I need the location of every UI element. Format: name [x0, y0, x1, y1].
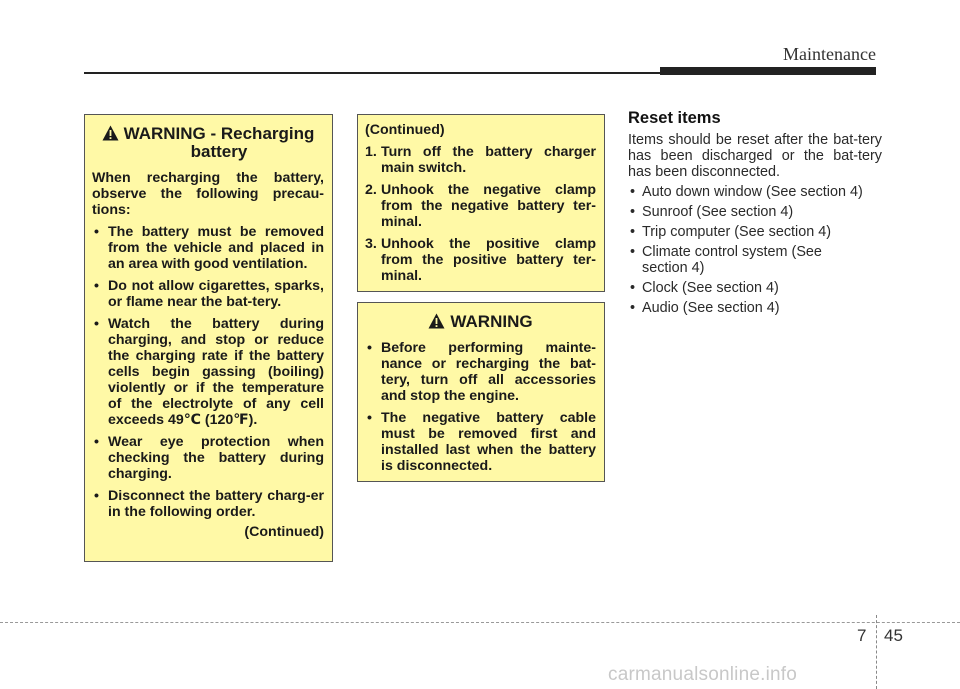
footer-rule — [0, 622, 960, 623]
header-section-title: Maintenance — [783, 44, 876, 64]
warning-intro: When recharging the battery, observe the following precau-tions: — [92, 170, 324, 218]
list-item: • Audio (See section 4) — [630, 300, 780, 316]
list-item: • Do not allow cigarettes, sparks, or flame near the bat-tery. — [94, 278, 324, 310]
continued-steps-box — [357, 114, 605, 292]
list-item: • Wear eye protection when checking the battery during charging. — [94, 434, 324, 482]
list-item: • Climate control system (See section 4) — [630, 244, 822, 276]
warning-triangle-icon — [102, 125, 119, 141]
warning-subject: - Recharging — [205, 124, 315, 143]
warning-title — [92, 125, 324, 161]
warning-word: WARNING — [450, 312, 533, 331]
section-heading: Reset items — [628, 109, 721, 127]
list-item: • The negative battery cable must be removed first and installed last when the battery is disconnected. — [367, 410, 596, 474]
reset-items-section — [628, 110, 882, 316]
warning-box-maintenance — [357, 302, 605, 482]
list-item: • Watch the battery during charging, and stop or reduce the charging rate if the battery cells begin gassing (boiling) violently or if the temperature of the electrolyte of any cell exceeds 49℃ (120℉). — [94, 316, 324, 428]
section-intro: Items should be reset after the bat-tery has been discharged or the bat-tery has been disconnected. — [628, 132, 882, 180]
list-item: • Disconnect the battery charg-er in the following order. — [94, 488, 324, 520]
list-item: • Auto down window (See section 4) — [630, 184, 863, 200]
step-item: 3. Unhook the positive clamp from the positive battery ter-minal. — [365, 236, 596, 284]
list-item: • Trip computer (See section 4) — [630, 224, 832, 240]
header-rule-accent — [660, 67, 876, 75]
page-number: 45 — [884, 626, 903, 645]
list-item: • Sunroof (See section 4) — [630, 204, 794, 220]
footer-divider — [876, 615, 877, 689]
step-item: 1. Turn off the battery charger main switch. — [365, 144, 596, 176]
warning-word: WARNING — [123, 124, 206, 143]
warning-triangle-icon — [428, 313, 445, 329]
continued-heading: (Continued) — [365, 122, 445, 138]
list-item: • The battery must be removed from the vehicle and placed in an area with good ventilation. — [94, 224, 324, 272]
continued-label: (Continued) — [244, 524, 324, 540]
warning-subject-line2: battery — [190, 142, 248, 161]
watermark-text: carmanualsonline.info — [608, 664, 798, 685]
list-item: • Clock (See section 4) — [630, 280, 779, 296]
list-item: • Before performing mainte-nance or recharging the bat-tery, turn off all accessories and stop the engine. — [367, 340, 596, 404]
warning-title — [365, 313, 596, 331]
warning-box-recharging — [84, 114, 333, 562]
step-item: 2. Unhook the negative clamp from the negative battery ter-minal. — [365, 182, 596, 230]
chapter-number: 7 — [857, 626, 867, 645]
